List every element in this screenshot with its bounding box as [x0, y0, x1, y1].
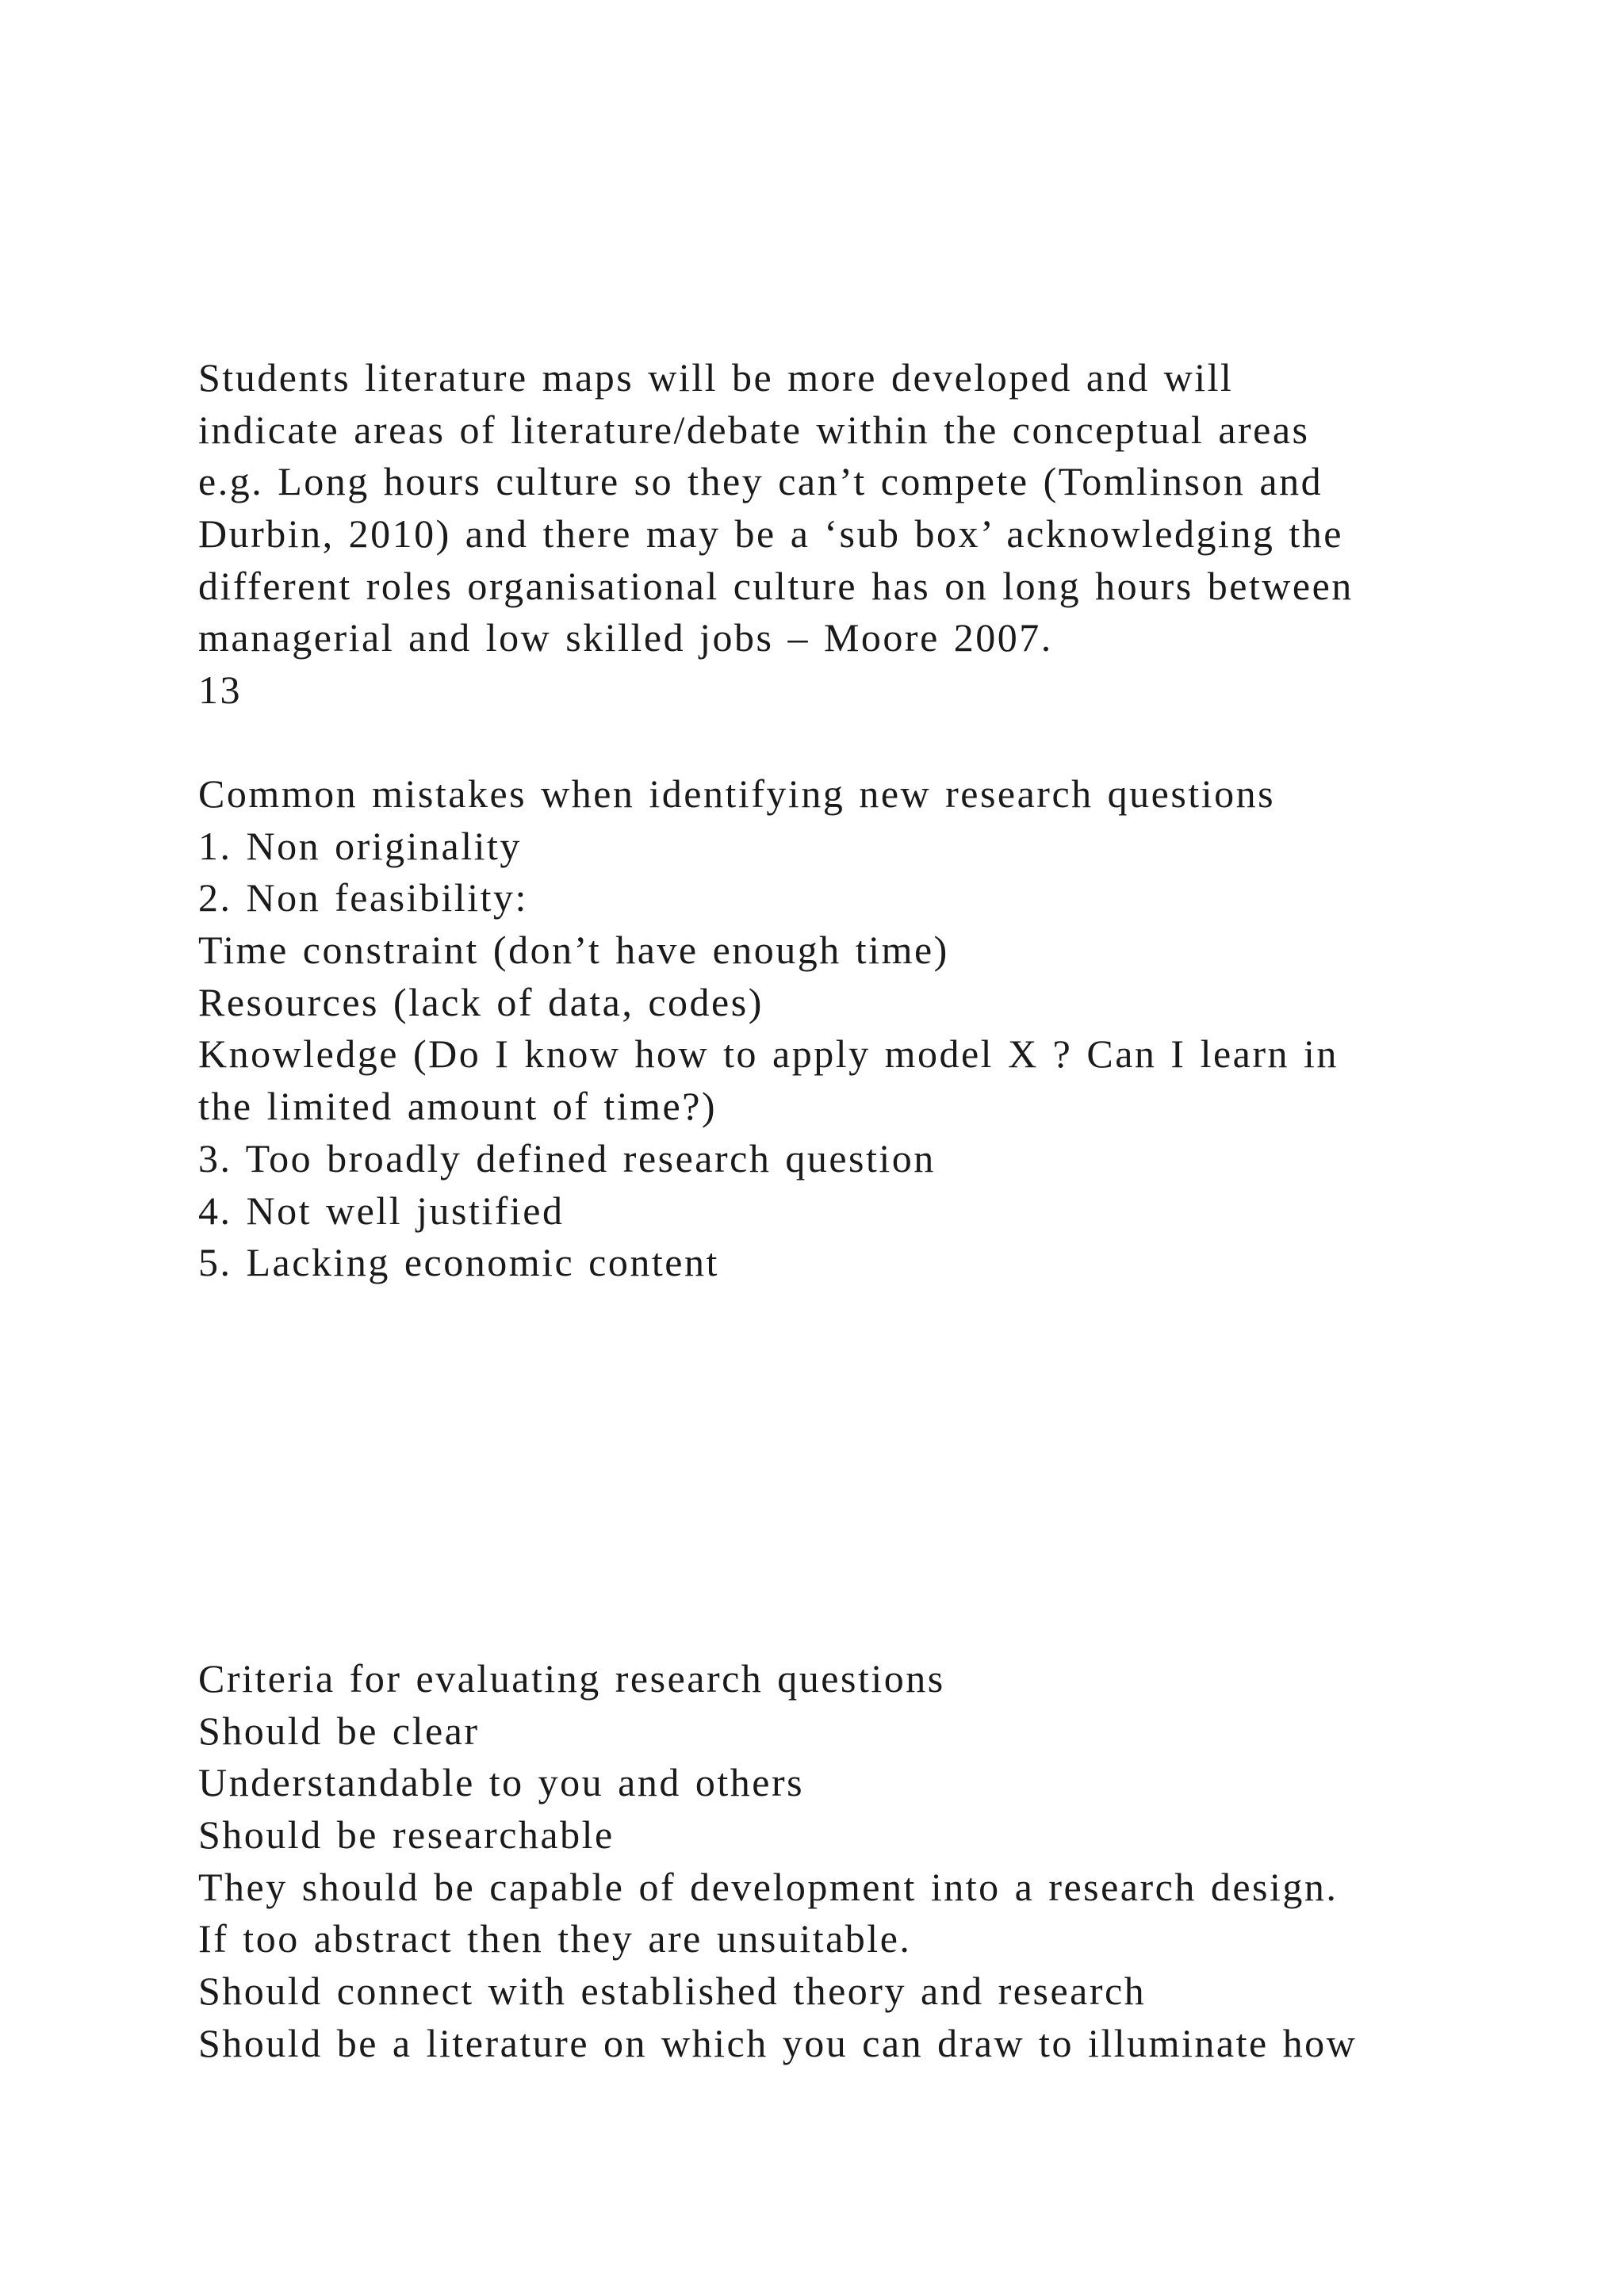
paragraph-line: different roles organisational culture has on long hours between [198, 563, 1354, 608]
list-item: 5. Lacking economic content [198, 1240, 719, 1285]
list-item: Should connect with established theory and research [198, 1969, 1147, 2014]
list-item: 3. Too broadly defined research question [198, 1135, 936, 1181]
paragraph-line: indicate areas of literature/debate within the conceptual areas [198, 407, 1310, 452]
section-heading: Common mistakes when identifying new research questions [198, 771, 1276, 816]
list-item: If too abstract then they are unsuitable. [198, 1916, 912, 1961]
paragraph-line: managerial and low skilled jobs – Moore 2007. [198, 615, 1053, 660]
list-item: Knowledge (Do I know how to apply model X ? Can I learn in [198, 1031, 1339, 1077]
list-item: Time constraint (don’t have enough time) [198, 928, 949, 973]
paragraph-line: e.g. Long hours culture so they can’t compete (Tomlinson and [198, 459, 1323, 504]
slide-number: 13 [198, 668, 242, 713]
literature-maps-section [198, 352, 1354, 717]
criteria-section [198, 1653, 1357, 2070]
list-item: Understandable to you and others [198, 1760, 805, 1805]
list-item: Should be clear [198, 1708, 480, 1753]
list-item: Should be a literature on which you can draw to illuminate how [198, 2020, 1358, 2065]
list-item: 4. Not well justified [198, 1188, 565, 1233]
paragraph-line: Students literature maps will be more developed and will [198, 355, 1234, 400]
list-item: 1. Non originality [198, 823, 522, 868]
list-item: the limited amount of time?) [198, 1084, 718, 1129]
common-mistakes-section [198, 768, 1339, 1289]
list-item: Should be researchable [198, 1812, 615, 1858]
paragraph-line: Durbin, 2010) and there may be a ‘sub box’ acknowledging the [198, 511, 1343, 557]
list-item: Resources (lack of data, codes) [198, 979, 764, 1024]
list-item: 2. Non feasibility: [198, 875, 528, 920]
list-item: They should be capable of development into a research design. [198, 1864, 1339, 1909]
section-heading: Criteria for evaluating research questions [198, 1656, 945, 1701]
